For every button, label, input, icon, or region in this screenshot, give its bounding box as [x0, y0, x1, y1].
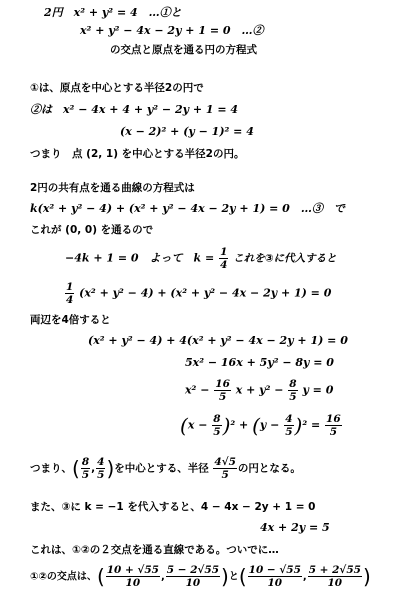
- line-16: x² − $\frac{16}{5}$ x + y² − $\frac{8}{5}$ y = 0: [185, 378, 334, 403]
- fraction: $\frac{1}{4}$: [220, 246, 228, 271]
- line-6: (x − 2)² + (y − 1)² = 4: [120, 125, 254, 138]
- line-14: (x² + y² − 4) + 4(x² + y² − 4x − 2y + 1) = 0: [88, 334, 348, 347]
- line-2: x² + y² − 4x − 2y + 1 = 0 …②: [80, 24, 264, 37]
- line-19: また、③に k = −1 を代入すると、4 − 4x − 2y + 1 = 0: [30, 501, 316, 513]
- line-11-tail: これを③に代入すると: [233, 252, 337, 265]
- line-13: 両辺を4倍すると: [30, 314, 111, 326]
- line-20: 4x + 2y = 5: [260, 521, 330, 534]
- line-1: 2円 x² + y² = 4 …①と: [44, 6, 182, 19]
- line-11: [65, 246, 337, 271]
- line-12-text: (x² + y² − 4) + (x² + y² − 4x − 2y + 1) = 0: [79, 286, 332, 300]
- line-12: [64, 281, 331, 306]
- line-3: の交点と原点を通る円の方程式: [110, 44, 257, 56]
- line-11-text: −4k + 1 = 0 よって k =: [65, 251, 215, 265]
- line-18: つまり、( $\frac{8}{5}$ , $\frac{4}{5}$ )を中心とする、半径 $\frac{4√5}{5}$ の円となる。: [30, 456, 301, 481]
- line-10: これが (0, 0) を通るので: [30, 224, 154, 236]
- line-15: 5x² − 16x + 5y² − 8y = 0: [185, 356, 334, 369]
- line-5: ②は x² − 4x + 4 + y² − 2y + 1 = 4: [30, 103, 239, 116]
- line-8: 2円の共有点を通る曲線の方程式は: [30, 182, 195, 194]
- line-22: ①②の交点は、( $\frac{10 + √55}{10}$ , $\frac{5 - 2√55}{10}$ )と( $\frac{10 - √55}{10}$ , $\frac{5 + 2√55}{10}$ ): [30, 564, 371, 589]
- line-7: つまり 点 (2, 1) を中心とする半径2の円。: [30, 148, 245, 160]
- line-4: ①は、原点を中心とする半径2の円で: [30, 82, 204, 94]
- line-9: k(x² + y² − 4) + (x² + y² − 4x − 2y + 1) = 0 …③ で: [30, 202, 345, 215]
- line-17: (x − $\frac{8}{5}$ )² + (y − $\frac{4}{5}$ )² = $\frac{16}{5}$: [180, 413, 341, 438]
- line-21: これは、①②の２交点を通る直線である。ついでに…: [30, 544, 279, 556]
- fraction: $\frac{1}{4}$: [66, 281, 74, 306]
